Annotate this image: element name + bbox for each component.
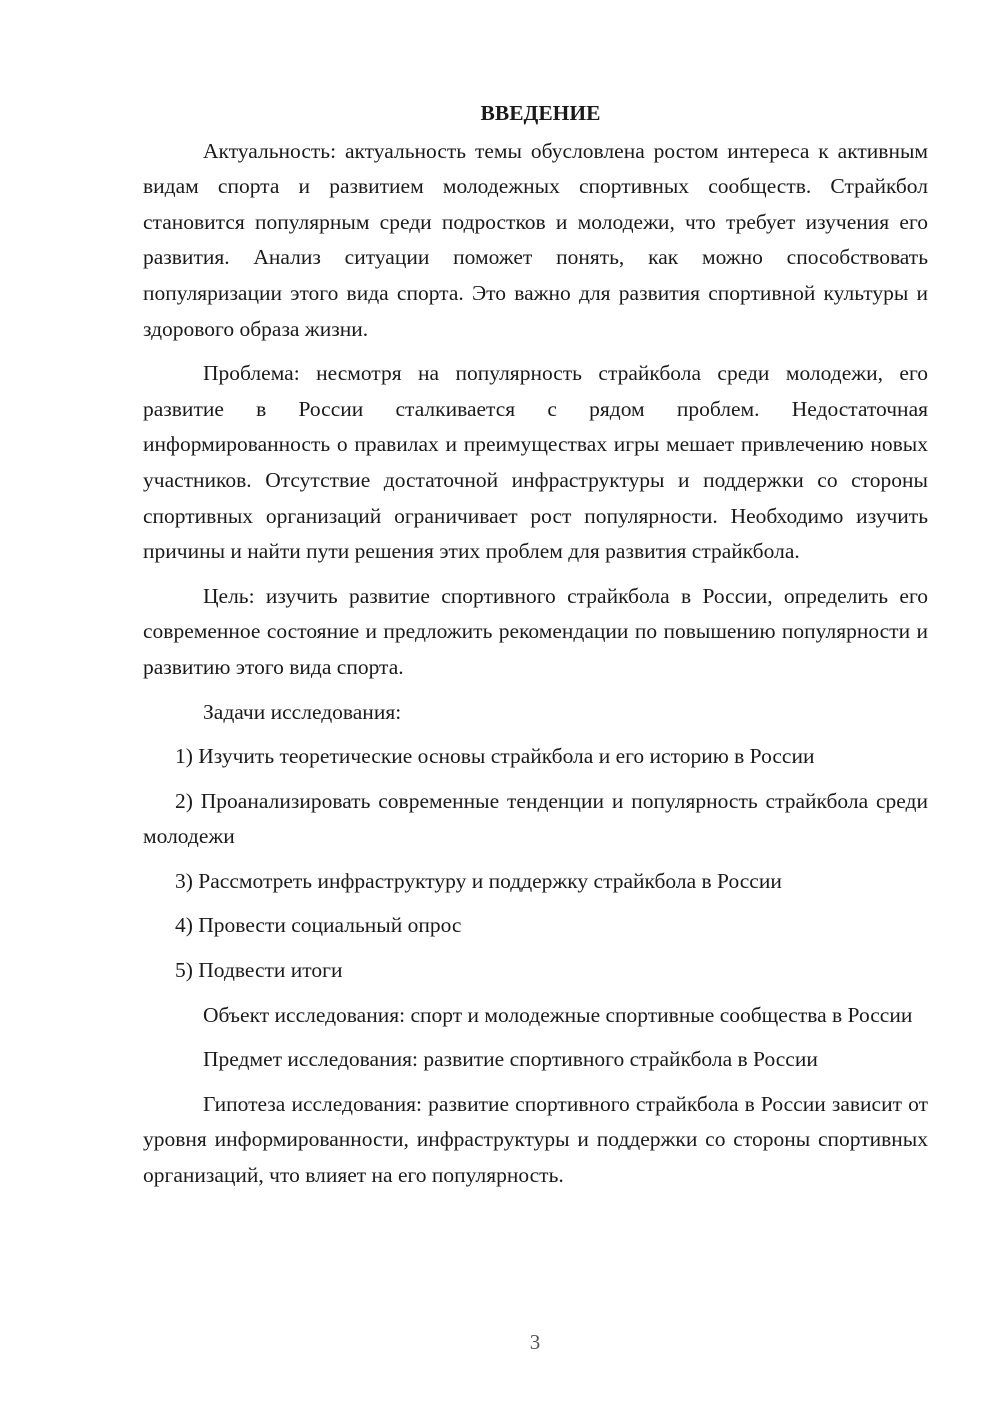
paragraph-object: Объект исследования: спорт и молодежные спортивные сообщества в России xyxy=(203,1002,913,1027)
paragraph-hypothesis: Гипотеза исследования: развитие спортивного страйкбола в России зависит от уровня информированности, инфраструктуры и поддержки со стороны спортивных организаций, что влияет на его популярность. xyxy=(143,1091,928,1188)
tasks-list xyxy=(143,739,928,989)
list-item: 5) Подвести итоги xyxy=(175,958,343,983)
section-title: ВВЕДЕНИЕ xyxy=(480,101,601,125)
tasks-heading: Задачи исследования: xyxy=(203,699,402,724)
list-item: 4) Провести социальный опрос xyxy=(175,913,462,938)
list-item: 1) Изучить теоретические основы страйкбола и его историю в России xyxy=(175,744,815,769)
paragraph-subject: Предмет исследования: развитие спортивного страйкбола в России xyxy=(203,1047,818,1072)
paragraph-problem: Проблема: несмотря на популярность страйкбола среди молодежи, его развитие в России сталкивается с рядом проблем. Недостаточная информированность о правилах и преимуществах игры мешает привлечению новых участников. Отсутствие достаточной инфраструктуры и поддержки со стороны спортивных организаций ограничивает рост популярности. Необходимо изучить причины и найти пути решения этих проблем для развития страйкбола. xyxy=(143,361,928,564)
document-page xyxy=(143,96,928,1203)
page-number: 3 xyxy=(529,1330,541,1354)
list-item: 3) Рассмотреть инфраструктуру и поддержку страйкбола в России xyxy=(175,868,782,893)
paragraph-goal: Цель: изучить развитие спортивного страйкбола в России, определить его современное состояние и предложить рекомендации по повышению популярности и развитию этого вида спорта. xyxy=(143,583,928,679)
paragraph-relevance: Актуальность: актуальность темы обусловлена ростом интереса к активным видам спорта и развитием молодежных спортивных сообществ. Страйкбол становится популярным среди подростков и молодежи, что требует изучения его развития. Анализ ситуации поможет понять, как можно способствовать популяризации этого вида спорта. Это важно для развития спортивной культуры и здорового образа жизни. xyxy=(143,138,928,341)
list-item: 2) Проанализировать современные тенденции и популярность страйкбола среди молодежи xyxy=(143,788,928,849)
